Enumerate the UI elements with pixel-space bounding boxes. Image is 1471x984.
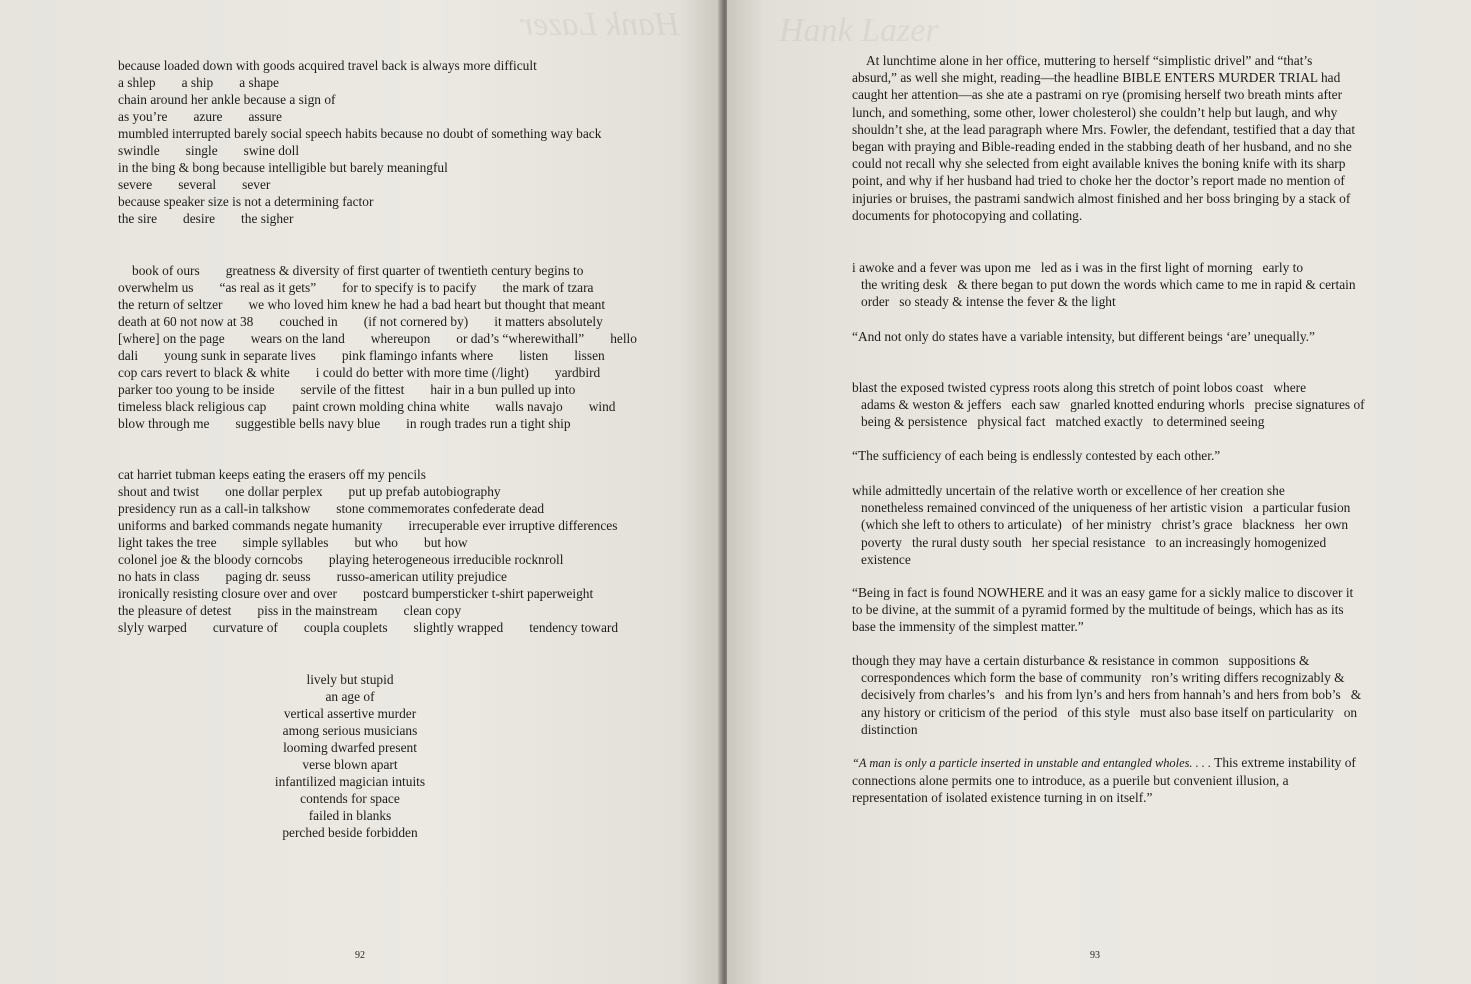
poem-line bbox=[118, 91, 336, 108]
poem-phrase: wind bbox=[588, 399, 616, 415]
poem-phrase: blow through me bbox=[118, 416, 210, 432]
poem-phrase: dali bbox=[118, 348, 139, 364]
poem-line-centered: an age of bbox=[325, 689, 375, 705]
poem-line-centered: failed in blanks bbox=[308, 808, 392, 824]
poem-line bbox=[118, 568, 507, 585]
poem-phrase: timeless black religious cap bbox=[118, 399, 267, 415]
poem-line-centered: looming dwarfed present bbox=[283, 740, 417, 756]
poem-phrase: listen bbox=[519, 348, 549, 364]
poem-line bbox=[118, 74, 279, 91]
poem-phrase: “as real as it gets” bbox=[219, 280, 317, 296]
poem-phrase: piss in the mainstream bbox=[257, 603, 378, 619]
poem-phrase: cat harriet tubman keeps eating the erasers off my pencils bbox=[118, 467, 426, 482]
poem-phrase: one dollar perplex bbox=[225, 484, 323, 500]
poem-line bbox=[118, 210, 293, 227]
poem-phrase: for to specify is to pacify bbox=[342, 280, 477, 296]
poem-phrase: colonel joe & the bloody corncobs bbox=[118, 552, 303, 568]
poem-line-centered: among serious musicians bbox=[282, 723, 418, 739]
poem-phrase: presidency run as a call-in talkshow bbox=[118, 501, 311, 517]
poem-phrase: greatness & diversity of first quarter of twentieth century begins to bbox=[225, 263, 584, 278]
poem-phrase: suggestible bells navy blue bbox=[235, 416, 381, 432]
poem-phrase: because speaker size is not a determining factor bbox=[118, 194, 374, 210]
poem-phrase: because loaded down with goods acquired travel back is always more difficult bbox=[118, 58, 537, 73]
poem-phrase: hair in a bun pulled up into bbox=[430, 382, 576, 398]
prose-paragraph: At lunchtime alone in her office, muttering to herself “simplistic drivel” and “that’s absurd,” as well she might, reading—the headline BIBLE ENTERS MURDER TRIAL had caught her attention—as she ate a pastrami on rye (promising herself two breath mints after lunch, and something, some other, lower cholesterol) she couldn’t help but laugh, and why shouldn’t she, at the lead paragraph where Mrs. Fowler, the defendant, testified that a day that began with praying and Bible-reading ended in the stabbing death of her husband, and no she could not recall why she selected from eight available knives the boning knife with its sharp point, and why if her husband had tried to choke her the doctor’s report made no mention of injuries or bruises, the pastrami sandwich almost finished and her boss bringing by a stack of documents for photocopying and collating. bbox=[852, 53, 1356, 223]
poem-phrase: a shape bbox=[239, 75, 279, 91]
poem-line bbox=[118, 551, 563, 568]
poem-line bbox=[118, 483, 501, 500]
poem-line-centered: perched beside forbidden bbox=[282, 825, 418, 841]
poem-line bbox=[118, 398, 616, 415]
poem-line bbox=[132, 262, 583, 279]
poem-line bbox=[118, 296, 605, 313]
poem-phrase: no hats in class bbox=[118, 569, 200, 585]
poem-phrase: russo-american utility prejudice bbox=[336, 569, 507, 585]
poem-phrase: sever bbox=[242, 177, 271, 193]
page-number-right: 93 bbox=[1090, 950, 1100, 961]
poem-phrase: assure bbox=[248, 109, 282, 125]
poem-phrase: i could do better with more time (/light) bbox=[315, 365, 529, 381]
poem-line bbox=[118, 330, 637, 347]
poem-phrase: desire bbox=[183, 211, 216, 227]
prose-paragraph: while admittedly uncertain of the relative worth or excellence of her creation she nonetheless remained convinced of the uniqueness of her artistic vision a particular fusion (which she left to others to articulate) of her ministry christ’s grace blackness her own poverty the rural dusty south her special resistance to an increasingly homogenized existence bbox=[852, 483, 1361, 567]
poem-phrase: irrecuperable ever irruptive differences bbox=[408, 518, 618, 534]
poem-phrase: young sunk in separate lives bbox=[164, 348, 316, 364]
poem-line bbox=[118, 500, 544, 517]
poem-phrase: ironically resisting closure over and over bbox=[118, 586, 338, 602]
poem-phrase: the sigher bbox=[241, 211, 294, 227]
quotation: “Being in fact is found NOWHERE and it was an easy game for a sickly malice to discover it to be divine, at the summit of a pyramid formed by the multitude of beings, which has as its base the immensity of the simplest matter.” bbox=[852, 585, 1354, 635]
poem-phrase: pink flamingo infants where bbox=[341, 348, 494, 364]
poem-phrase: slyly warped bbox=[118, 620, 187, 636]
poem-phrase: or dad’s “wherewithall” bbox=[456, 331, 585, 347]
poem-phrase: playing heterogeneous irreducible rocknroll bbox=[328, 552, 564, 568]
poem-phrase: paging dr. seuss bbox=[225, 569, 311, 585]
poem-phrase: (if not cornered by) bbox=[363, 314, 469, 330]
poem-line bbox=[118, 57, 537, 74]
quotation: “And not only do states have a variable intensity, but different beings ‘are’ unequally.” bbox=[852, 329, 1315, 344]
poem-phrase: uniforms and barked commands negate humanity bbox=[118, 518, 383, 534]
poem-phrase: mumbled interrupted barely social speech habits because no doubt of something way back bbox=[118, 126, 602, 142]
poem-phrase: but who bbox=[354, 535, 398, 551]
poem-line-centered: vertical assertive murder bbox=[283, 706, 417, 722]
poem-phrase: walls navajo bbox=[495, 399, 563, 415]
poem-line bbox=[118, 176, 270, 193]
poem-phrase: slightly wrapped bbox=[413, 620, 504, 636]
left-page bbox=[0, 0, 722, 984]
poem-line bbox=[118, 619, 618, 636]
poem-line-centered: verse blown apart bbox=[302, 757, 398, 773]
poem-line bbox=[118, 142, 299, 159]
prose-paragraph: though they may have a certain disturbance & resistance in common suppositions & correspondences which form the base of community ron’s writing differs recognizably & decisively from charles’s and his from lyn’s and hers from hannah’s and hers from bob’s & any history or criticism of the period of this style must also base itself on particularity on distinction bbox=[852, 653, 1365, 737]
poem-phrase: the mark of tzara bbox=[502, 280, 594, 296]
show-through-heading: Hank Lazer bbox=[779, 12, 939, 49]
poem-line-centered: lively but stupid bbox=[306, 672, 394, 687]
poem-phrase: put up prefab autobiography bbox=[348, 484, 501, 500]
poem-phrase: hello bbox=[610, 331, 637, 347]
page-number-left: 92 bbox=[355, 950, 365, 961]
poem-phrase: shout and twist bbox=[118, 484, 200, 500]
poem-phrase: several bbox=[178, 177, 217, 193]
poem-phrase: severe bbox=[118, 177, 153, 193]
show-through-heading: Hank Lazer bbox=[520, 6, 680, 43]
poem-phrase: swindle bbox=[118, 143, 160, 159]
poem-line bbox=[118, 193, 373, 210]
poem-phrase: light takes the tree bbox=[118, 535, 217, 551]
poem-phrase: postcard bumpersticker t-shirt paperweight bbox=[363, 586, 594, 602]
poem-phrase: a shlep bbox=[118, 75, 156, 91]
poem-phrase: but how bbox=[424, 535, 468, 551]
quotation: “The sufficiency of each being is endlessly contested by each other.” bbox=[852, 448, 1221, 463]
poem-phrase: servile of the fittest bbox=[300, 382, 405, 398]
poem-phrase: swine doll bbox=[243, 143, 300, 159]
poem-line bbox=[118, 534, 468, 551]
poem-phrase: parker too young to be inside bbox=[118, 382, 275, 398]
poem-phrase: lissen bbox=[574, 348, 605, 364]
poem-phrase: the return of seltzer bbox=[118, 297, 223, 313]
poem-phrase: we who loved him knew he had a bad heart but thought that meant bbox=[248, 297, 606, 313]
poem-phrase: stone commemorates confederate dead bbox=[336, 501, 545, 517]
poem-line bbox=[118, 602, 461, 619]
poem-phrase: wears on the land bbox=[250, 331, 345, 347]
poem-line bbox=[118, 347, 605, 364]
poem-line bbox=[118, 585, 593, 602]
poem-phrase: curvature of bbox=[212, 620, 278, 636]
poem-phrase: paint crown molding china white bbox=[292, 399, 470, 415]
poem-line bbox=[118, 313, 603, 330]
poem-line bbox=[118, 108, 282, 125]
poem-phrase: yardbird bbox=[554, 365, 601, 381]
poem-line bbox=[118, 364, 600, 381]
poem-phrase: overwhelm us bbox=[118, 280, 194, 296]
poem-line bbox=[118, 279, 594, 296]
poem-line bbox=[118, 466, 426, 483]
poem-phrase: simple syllables bbox=[242, 535, 329, 551]
poem-phrase: azure bbox=[193, 109, 223, 125]
poem-phrase: in the bing & bong because intelligible but barely meaningful bbox=[118, 160, 448, 176]
poem-phrase: the sire bbox=[118, 211, 158, 227]
poem-line bbox=[118, 159, 448, 176]
prose-paragraph: blast the exposed twisted cypress roots along this stretch of point lobos coast where adams & weston & jeffers each saw gnarled knotted enduring whorls precise signatures of being & persistence physical fact matched exactly to determined seeing bbox=[852, 380, 1368, 430]
poem-phrase: book of ours bbox=[132, 263, 200, 278]
poem-line-centered: infantilized magician intuits bbox=[274, 774, 426, 790]
poem-phrase: chain around her ankle because a sign of bbox=[118, 92, 336, 108]
right-page bbox=[727, 0, 1471, 984]
poem-line-centered: contends for space bbox=[300, 791, 400, 807]
poem-line bbox=[118, 517, 617, 534]
poem-line bbox=[118, 381, 575, 398]
poem-phrase: coupla couplets bbox=[303, 620, 388, 636]
poem-line bbox=[118, 125, 601, 142]
poem-phrase: whereupon bbox=[370, 331, 431, 347]
poem-phrase: as you’re bbox=[118, 109, 168, 125]
poem-phrase: couched in bbox=[279, 314, 338, 330]
poem-phrase: cop cars revert to black & white bbox=[118, 365, 290, 381]
poem-phrase: in rough trades run a tight ship bbox=[406, 416, 571, 432]
poem-phrase: clean copy bbox=[403, 603, 462, 619]
poem-line bbox=[118, 415, 571, 432]
prose-paragraph: i awoke and a fever was upon me led as i was in the first light of morning early to the writing desk & there began to put down the words which came to me in rapid & certain order so steady & intense the fever & the light bbox=[852, 260, 1359, 310]
poem-phrase: death at 60 not now at 38 bbox=[118, 314, 254, 330]
poem-phrase: it matters absolutely bbox=[494, 314, 603, 330]
poem-phrase: single bbox=[185, 143, 218, 159]
quotation: “A man is only a particle inserted in unstable and entangled wholes. . . . This extreme instability of connections alone permits one to introduce, as a puerile but convenient illusion, a representation of isolated existence turning in on itself.” bbox=[852, 755, 1356, 806]
poem-phrase: [where] on the page bbox=[118, 331, 225, 347]
poem-phrase: tendency toward bbox=[529, 620, 619, 636]
poem-phrase: a ship bbox=[181, 75, 214, 91]
poem-phrase: the pleasure of detest bbox=[118, 603, 232, 619]
